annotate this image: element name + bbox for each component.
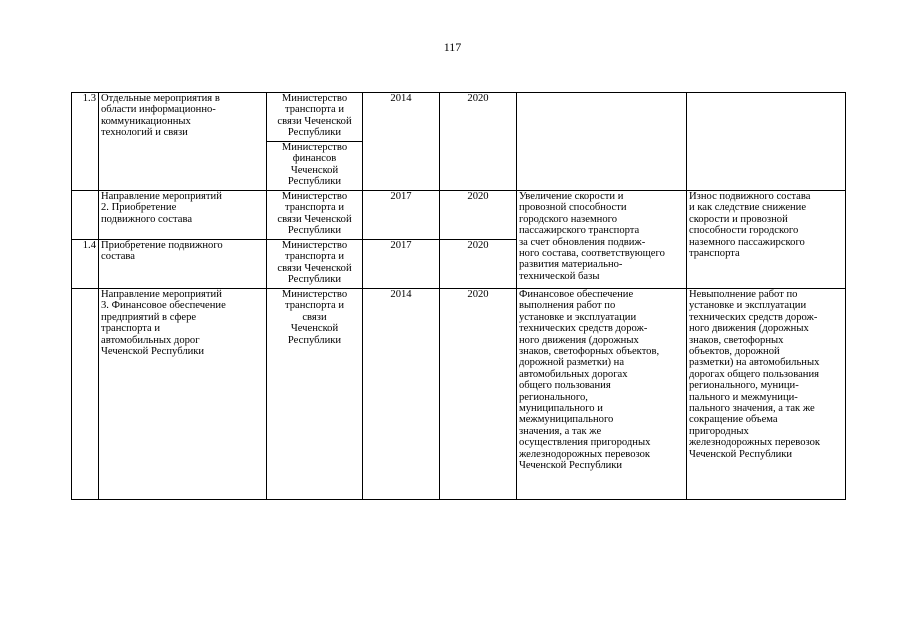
expected-result: Финансовое обеспечение выполнения работ по установке и эксплуатации технических средств дорож- ного движения (дорожных знаков, светофорных объектов, дорожной разметки) на автомобильных дорогах общего пользования регионального, муниципального и межмуниципального значения, а так же осуществления пригородных железнодорожных перевозок Чеченской Республики bbox=[517, 289, 687, 500]
non-implementation-consequence: Невыполнение работ по установке и эксплуатации технических средств дорож- ного движения (дорожных знаков, светофорных объектов, дорожной разметки) на автомобильных дорогах общего пользования регионального, муници- пального и межмуници- пального значения, а так же сокращение объема пригородных железнодорожных перевозок Чеченской Республики bbox=[687, 289, 846, 500]
non-implementation-consequence: Износ подвижного состава и как следствие снижение скорости и провозной способности городского наземного пассажирского транспорта bbox=[687, 191, 846, 289]
table-row bbox=[72, 289, 846, 500]
row-number bbox=[72, 191, 99, 240]
activity-name: Приобретение подвижного состава bbox=[99, 240, 267, 289]
start-year: 2014 bbox=[363, 93, 440, 191]
end-year: 2020 bbox=[440, 289, 517, 500]
row-number bbox=[72, 289, 99, 500]
end-year: 2020 bbox=[440, 240, 517, 289]
expected-result bbox=[517, 93, 687, 191]
responsible-executor: Министерство финансов Чеченской Республики bbox=[267, 142, 363, 191]
responsible-executor: Министерство транспорта и связи Чеченской Республики bbox=[267, 191, 363, 240]
activities-table bbox=[71, 92, 846, 500]
page-number: 117 bbox=[443, 40, 462, 54]
responsible-executor: Министерство транспорта и связи Чеченской Республики bbox=[267, 93, 363, 142]
responsible-executor: Министерство транспорта и связи Чеченской Республики bbox=[267, 240, 363, 289]
responsible-executor: Министерство транспорта и связи Чеченской Республики bbox=[267, 289, 363, 500]
non-implementation-consequence bbox=[687, 93, 846, 191]
start-year: 2017 bbox=[363, 240, 440, 289]
start-year: 2014 bbox=[363, 289, 440, 500]
table-row bbox=[72, 191, 846, 240]
activity-name: Направление мероприятий 2. Приобретение подвижного состава bbox=[99, 191, 267, 240]
row-number: 1.3 bbox=[72, 93, 99, 191]
end-year: 2020 bbox=[440, 93, 517, 191]
activity-name: Отдельные мероприятия в области информационно- коммуникационных технологий и связи bbox=[99, 93, 267, 191]
row-number: 1.4 bbox=[72, 240, 99, 289]
start-year: 2017 bbox=[363, 191, 440, 240]
expected-result: Увеличение скорости и провозной способности городского наземного пассажирского транспорта за счет обновления подвиж- ного состава, соответствующего развития материально- технической базы bbox=[517, 191, 687, 289]
table-row bbox=[72, 93, 846, 142]
activity-name: Направление мероприятий 3. Финансовое обеспечение предприятий в сфере транспорта и автомобильных дорог Чеченской Республики bbox=[99, 289, 267, 500]
end-year: 2020 bbox=[440, 191, 517, 240]
